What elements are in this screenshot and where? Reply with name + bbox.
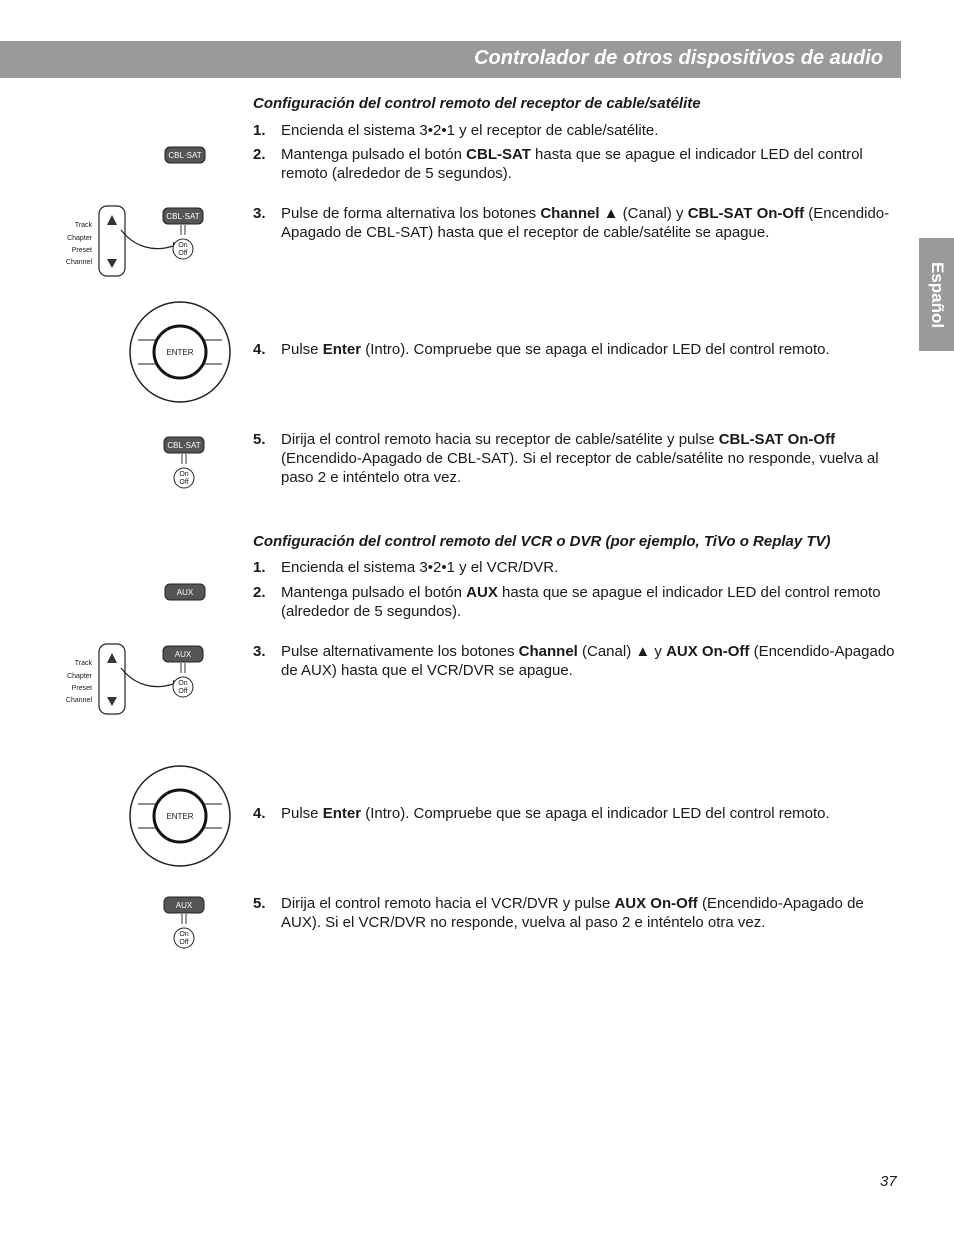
section1-step-2 — [253, 145, 903, 183]
step-number: 3. — [253, 205, 266, 222]
page-title: Controlador de otros dispositivos de audio — [474, 47, 883, 69]
svg-text:On: On — [179, 471, 189, 478]
section1-step-4 — [253, 340, 903, 359]
svg-text:On: On — [179, 931, 189, 938]
svg-text:Off: Off — [179, 479, 189, 486]
svg-text:On: On — [178, 680, 188, 687]
svg-text:AUX: AUX — [175, 901, 193, 910]
svg-text:Channel: Channel — [65, 697, 92, 704]
svg-text:Chapter: Chapter — [67, 673, 92, 680]
section2-step-4 — [253, 804, 903, 823]
aux-on-off-illustration — [162, 896, 206, 952]
step-text: Pulse Enter (Intro). Compruebe que se apaga el indicador LED del control remoto. — [281, 805, 830, 822]
header-bar — [0, 41, 901, 78]
svg-text:CBL·SAT: CBL·SAT — [167, 441, 201, 450]
page-number: 37 — [880, 1173, 897, 1190]
step-number: 1. — [253, 559, 266, 576]
section1-step-1 — [253, 121, 903, 140]
svg-text:Off: Off — [178, 688, 188, 695]
channel-cbl-sat-illustration — [55, 200, 210, 280]
aux-button-illustration — [164, 583, 206, 601]
step-text: Pulse alternativamente los botones Channel (Canal) ▲ y AUX On-Off (Encendido-Apagado de AUX) hasta que el VCR/DVR se apague. — [281, 643, 895, 679]
section2-step-3 — [253, 642, 903, 680]
svg-text:AUX: AUX — [174, 650, 192, 659]
section1-heading: Configuración del control remoto del receptor de cable/satélite — [253, 95, 701, 112]
step-number: 4. — [253, 805, 266, 822]
step-text: Mantenga pulsado el botón CBL-SAT hasta que se apague el indicador LED del control remoto (alrededor de 5 segundos). — [281, 146, 863, 182]
language-tab — [919, 238, 954, 351]
step-text: Encienda el sistema 3•2•1 y el receptor de cable/satélite. — [281, 122, 659, 139]
section2-heading: Configuración del control remoto del VCR o DVR (por ejemplo, TiVo o Replay TV) — [253, 533, 831, 550]
section2-step-1 — [253, 558, 903, 577]
section1-step-3 — [253, 204, 903, 242]
cbl-sat-label: CBL·SAT — [168, 151, 202, 160]
svg-text:Track: Track — [74, 660, 92, 667]
section1-step-5 — [253, 430, 903, 487]
language-tab-label: Español — [927, 261, 947, 328]
svg-text:Off: Off — [178, 250, 188, 257]
svg-text:Channel: Channel — [65, 259, 92, 266]
step-number: 4. — [253, 341, 266, 358]
step-text: Encienda el sistema 3•2•1 y el VCR/DVR. — [281, 559, 559, 576]
svg-text:Preset: Preset — [71, 247, 92, 254]
svg-text:Off: Off — [179, 939, 189, 946]
channel-aux-illustration — [55, 638, 210, 718]
enter-button-illustration-1 — [128, 300, 232, 404]
step-number: 2. — [253, 584, 266, 601]
step-number: 5. — [253, 895, 266, 912]
cbl-sat-button-illustration — [164, 146, 206, 164]
enter-button-illustration-2 — [128, 764, 232, 868]
svg-text:AUX: AUX — [176, 588, 194, 597]
step-number: 5. — [253, 431, 266, 448]
step-text: Mantenga pulsado el botón AUX hasta que se apague el indicador LED del control remoto (alrededor de 5 segundos). — [281, 584, 881, 620]
svg-text:Preset: Preset — [71, 685, 92, 692]
cbl-sat-on-off-illustration — [162, 436, 206, 492]
step-number: 3. — [253, 643, 266, 660]
section2-step-2 — [253, 583, 903, 621]
step-number: 2. — [253, 146, 266, 163]
svg-text:CBL·SAT: CBL·SAT — [166, 212, 200, 221]
svg-text:ENTER: ENTER — [166, 812, 194, 821]
section2-step-5 — [253, 894, 903, 932]
step-text: Dirija el control remoto hacia su receptor de cable/satélite y pulse CBL-SAT On-Off (Encendido-Apagado de CBL-SAT). Si el receptor de cable/satélite no responde, vuelva al paso 2 e inténtelo otra vez. — [281, 431, 879, 486]
step-text: Pulse de forma alternativa los botones Channel ▲ (Canal) y CBL-SAT On-Off (Encendido-Apagado de CBL-SAT) hasta que el receptor de cable/satélite se apague. — [281, 205, 890, 241]
svg-text:Track: Track — [74, 222, 92, 229]
step-number: 1. — [253, 122, 266, 139]
step-text: Pulse Enter (Intro). Compruebe que se apaga el indicador LED del control remoto. — [281, 341, 830, 358]
svg-text:On: On — [178, 242, 188, 249]
svg-text:Chapter: Chapter — [67, 235, 92, 242]
step-text: Dirija el control remoto hacia el VCR/DVR y pulse AUX On-Off (Encendido-Apagado de AUX). Si el VCR/DVR no responde, vuelva al paso 2 e inténtelo otra vez. — [281, 895, 864, 931]
svg-text:ENTER: ENTER — [166, 348, 194, 357]
